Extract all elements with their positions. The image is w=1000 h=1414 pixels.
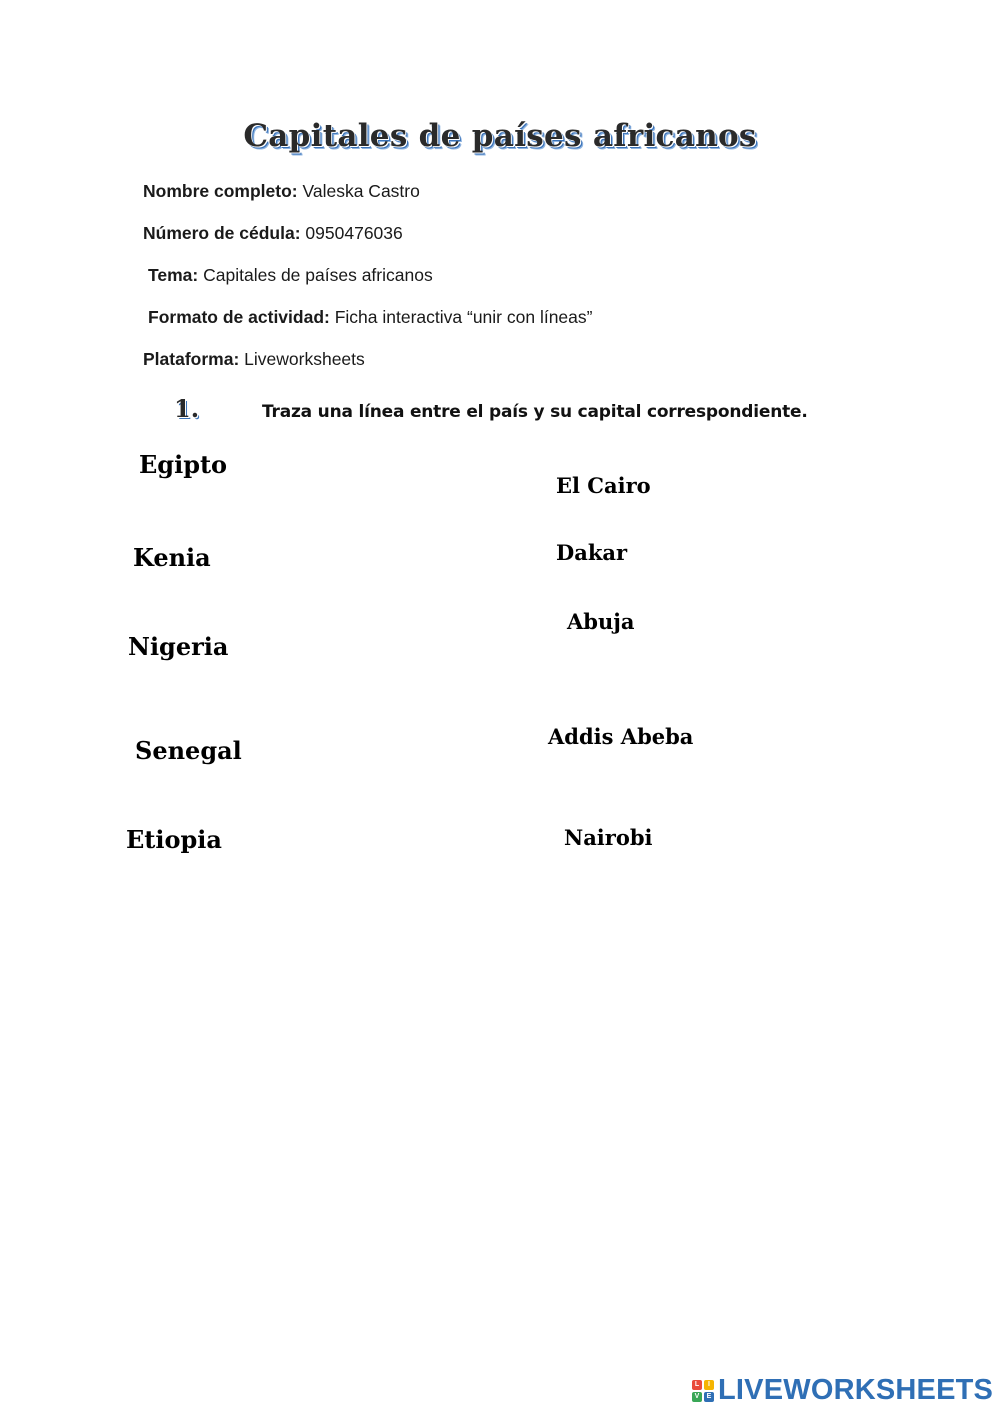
logo-squares-icon xyxy=(692,1380,714,1402)
platform-value: Liveworksheets xyxy=(244,349,365,369)
logo-square: L xyxy=(692,1380,702,1390)
id-value: 0950476036 xyxy=(305,223,403,243)
info-format xyxy=(148,307,592,328)
country-item[interactable]: Kenia xyxy=(133,543,211,572)
topic-value: Capitales de países africanos xyxy=(203,265,433,285)
capital-item[interactable]: Nairobi xyxy=(564,825,653,850)
logo-square: V xyxy=(692,1392,702,1402)
info-platform xyxy=(143,349,365,370)
logo-square: I xyxy=(704,1380,714,1390)
info-topic xyxy=(148,265,433,286)
brand-name: LIVEWORKSHEETS xyxy=(718,1374,994,1406)
topic-label: Tema: xyxy=(148,265,199,285)
format-label: Formato de actividad: xyxy=(148,307,330,327)
country-item[interactable]: Senegal xyxy=(135,736,242,765)
exercise-instruction: Traza una línea entre el país y su capital correspondiente. xyxy=(262,402,808,422)
name-label: Nombre completo: xyxy=(143,181,298,201)
country-item[interactable]: Egipto xyxy=(139,450,228,479)
info-name xyxy=(143,181,420,202)
id-label: Número de cédula: xyxy=(143,223,301,243)
worksheet-title: Capitales de países africanos xyxy=(243,118,757,154)
country-item[interactable]: Nigeria xyxy=(128,632,229,661)
capital-item[interactable]: Abuja xyxy=(567,609,635,634)
exercise-number: 1. xyxy=(174,394,200,423)
country-item[interactable]: Etiopia xyxy=(126,825,222,854)
capital-item[interactable]: El Cairo xyxy=(556,473,651,498)
info-id xyxy=(143,223,403,244)
logo-square: E xyxy=(704,1392,714,1402)
capital-item[interactable]: Addis Abeba xyxy=(548,724,694,749)
liveworksheets-logo xyxy=(692,1374,993,1407)
platform-label: Plataforma: xyxy=(143,349,240,369)
capital-item[interactable]: Dakar xyxy=(556,540,628,565)
format-value: Ficha interactiva “unir con líneas” xyxy=(334,307,593,327)
name-value: Valeska Castro xyxy=(302,181,420,201)
